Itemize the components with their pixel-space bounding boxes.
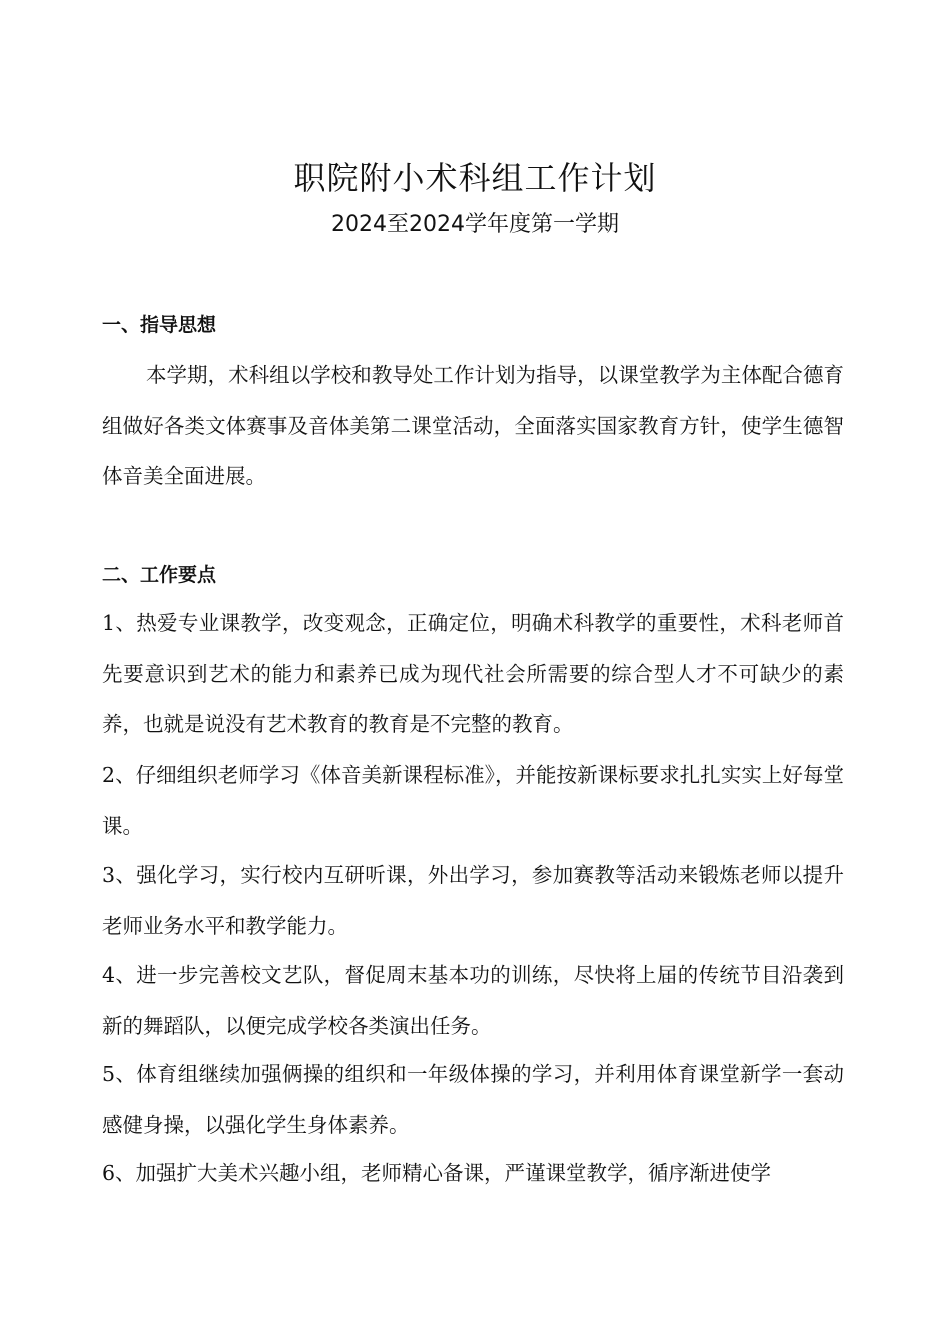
paragraph-point-6: 6、加强扩大美术兴趣小组，老师精心备课，严谨课堂教学，循序渐进使学: [102, 1161, 772, 1185]
paragraph-point-2: 2、仔细组织老师学习《体音美新课程标准》，并能按新课标要求扎扎实实上好每堂课。: [102, 763, 844, 838]
page-title: 职院附小术科组工作计划: [293, 159, 657, 197]
page-subtitle: 2024至2024学年度第一学期: [331, 212, 619, 237]
paragraph-point-4: 4、进一步完善校文艺队，督促周末基本功的训练，尽快将上届的传统节目沿袭到新的舞蹈队，以便完成学校各类演出任务。: [102, 963, 844, 1038]
paragraph-point-1: 1、热爱专业课教学，改变观念，正确定位，明确术科教学的重要性，术科老师首先要意识到艺术的能力和素养已成为现代社会所需要的综合型人才不可缺少的素养，也就是说没有艺术教育的教育是不完整的教育。: [102, 611, 844, 736]
paragraph: 本学期，术科组以学校和教导处工作计划为指导，以课堂教学为主体配合德育组做好各类文体赛事及音体美第二课堂活动，全面落实国家教育方针，使学生德智体音美全面进展。: [102, 363, 844, 488]
paragraph-point-5: 5、体育组继续加强俩操的组织和一年级体操的学习，并利用体育课堂新学一套动感健身操，以强化学生身体素养。: [102, 1062, 844, 1137]
paragraph-point-3: 3、强化学习，实行校内互研听课，外出学习，参加赛教等活动来锻炼老师以提升老师业务水平和教学能力。: [102, 863, 844, 938]
section-heading-guiding-ideology: 一、指导思想: [102, 314, 217, 336]
section-heading-work-points: 二、工作要点: [102, 564, 217, 586]
